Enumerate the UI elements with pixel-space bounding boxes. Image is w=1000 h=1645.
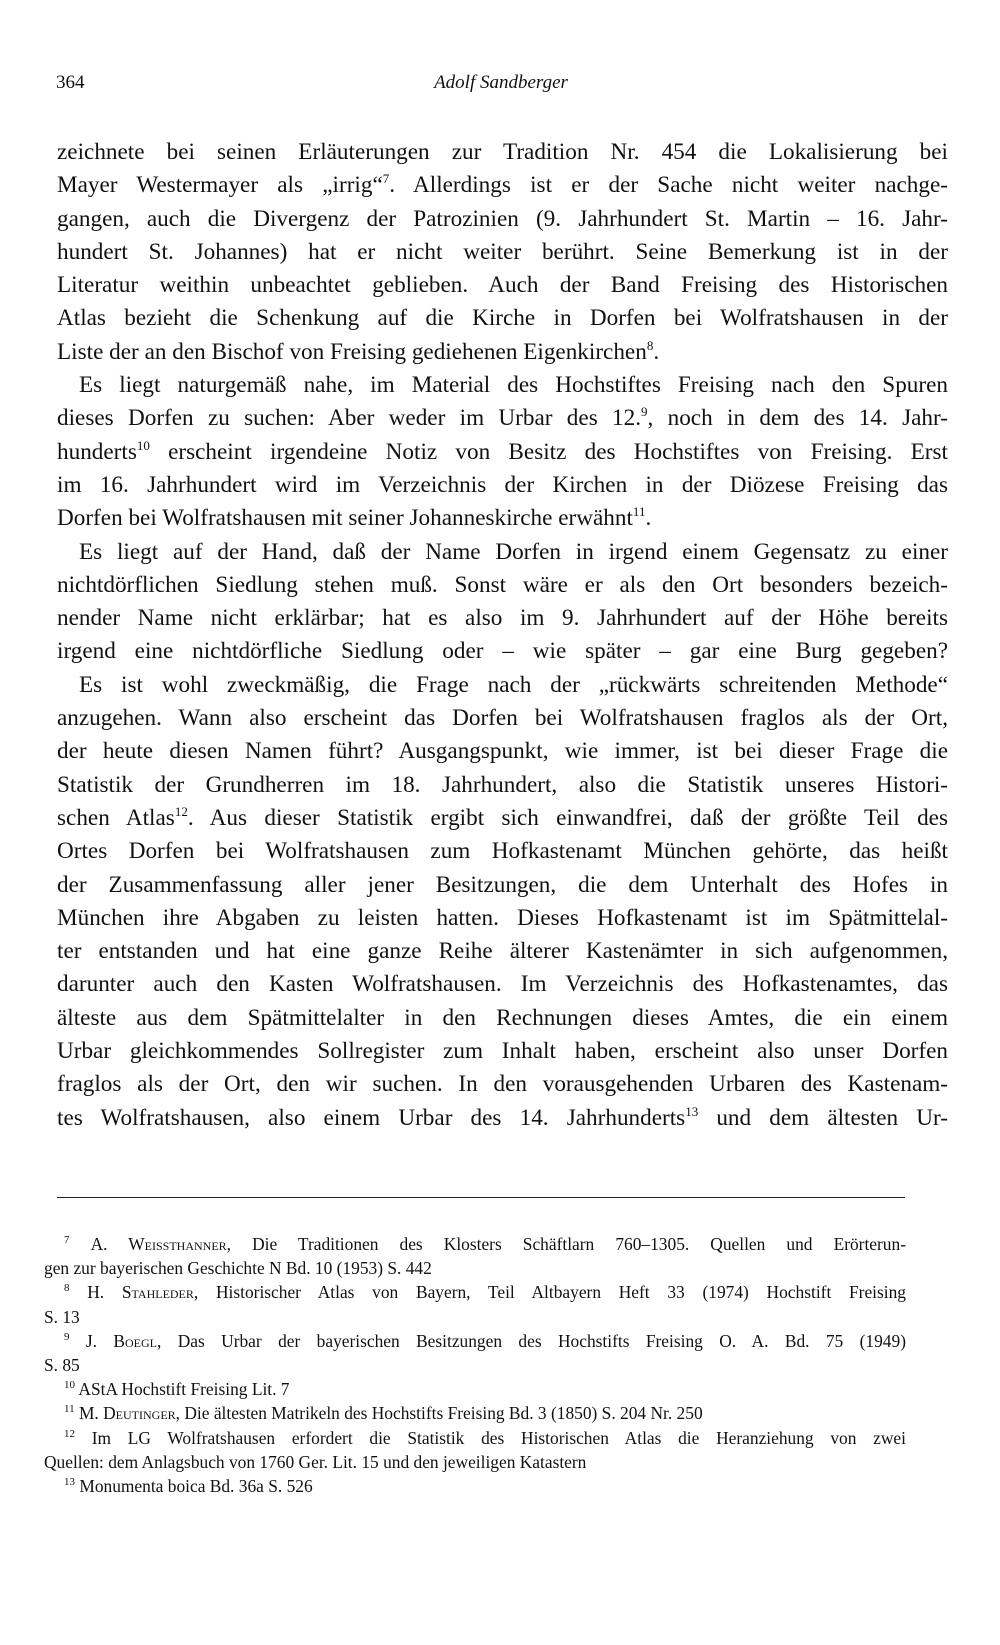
text-segment: Es ist wohl zweckmäßig, die Frage nach der „rückwärts schreitenden Methode“ (79, 671, 948, 698)
text-segment: Atlas bezieht die Schenkung auf die Kirche in Dorfen bei Wolfratshausen in der (57, 305, 948, 332)
text-line (57, 336, 948, 369)
text-line (57, 635, 948, 668)
text-segment: zeichnete bei seinen Erläuterungen zur Tradition Nr. 454 die Lokalisierung bei (57, 139, 948, 165)
footnote-line (44, 1329, 906, 1353)
text-line (57, 1102, 948, 1135)
text-line (57, 1068, 948, 1101)
text-segment: Mayer Westermayer als „irrig“ (57, 172, 383, 199)
text-segment: hunderts (57, 438, 137, 465)
text-line (57, 136, 948, 169)
text-line (57, 968, 948, 1001)
text-segment: . (653, 338, 660, 365)
footnote (44, 1474, 906, 1498)
footnote (44, 1401, 906, 1425)
text-line (57, 502, 948, 535)
footnote-text: S. 85 (44, 1354, 80, 1375)
text-line (57, 169, 948, 202)
text-line (57, 669, 948, 702)
text-segment: im 16. Jahrhundert wird im Verzeichnis der Kirchen in der Diözese Freising das (57, 471, 948, 498)
footnote (44, 1426, 906, 1474)
text-segment: Liste der an den Bischof von Freising gediehenen Eigenkirchen (57, 338, 647, 365)
text-segment: . (645, 505, 652, 532)
footnote-number: 12 (64, 1427, 75, 1440)
text-line (57, 369, 948, 402)
text-segment: älteste aus dem Spätmittelalter in den Rechnungen dieses Amtes, die ein einem (57, 1004, 948, 1031)
text-segment: tes Wolfratshausen, also einem Urbar des 14. Jahrhunderts (57, 1104, 686, 1131)
text-segment: . Allerdings ist er der Sache nicht weiter nachge- (389, 172, 949, 199)
text-segment: Es liegt naturgemäß nahe, im Material des Hochstiftes Freising nach den Spuren (79, 372, 948, 399)
text-segment: dieses Dorfen zu suchen: Aber weder im Urbar des 12. (57, 405, 642, 432)
footnote-line (44, 1256, 906, 1280)
text-segment: der heute diesen Namen führt? Ausgangspunkt, wie immer, ist bei dieser Frage die (57, 738, 948, 765)
text-segment: . Aus dieser Statistik ergibt sich einwandfrei, daß der größte Teil des (187, 804, 948, 831)
footnote-reference[interactable]: 12 (174, 803, 188, 819)
text-segment: erscheint irgendeine Notiz von Besitz des Hochstiftes von Freising. Erst (149, 438, 948, 465)
text-segment: Statistik der Grundherren im 18. Jahrhundert, also die Statistik unseres Histori- (57, 771, 948, 798)
text-segment: Urbar gleichkommendes Sollregister zum Inhalt haben, erscheint also unser Dorfen (57, 1038, 948, 1065)
text-segment: gangen, auch die Divergenz der Patrozinien (9. Jahrhundert St. Martin – 16. Jahr- (57, 205, 948, 232)
text-line (57, 869, 948, 902)
footnote-text: , Das Urbar der bayerischen Besitzungen des Hochstifts Freising O. A. Bd. 75 (1949) (156, 1330, 906, 1351)
footnote-text: gen zur bayerischen Geschichte N Bd. 10 (1953) S. 442 (44, 1258, 432, 1279)
text-line (57, 569, 948, 602)
text-line (57, 602, 948, 635)
footnote-line (44, 1232, 906, 1256)
footnote-line (44, 1353, 906, 1377)
footnote-number: 10 (64, 1379, 75, 1392)
text-line (57, 402, 948, 435)
footnote-text: S. 13 (44, 1306, 80, 1327)
text-segment: , noch in dem des 14. Jahr- (647, 405, 948, 432)
footnote-line (44, 1474, 906, 1498)
text-line (57, 902, 948, 935)
text-segment: Es liegt auf der Hand, daß der Name Dorfen in irgend einem Gegensatz zu einer (79, 538, 948, 565)
footnote-text: , Historischer Atlas von Bayern, Teil Altbayern Heft 33 (1974) Hochstift Freising (193, 1282, 906, 1303)
footnote-number: 13 (64, 1475, 75, 1488)
footnote-line (44, 1377, 906, 1401)
footnote-text: Quellen: dem Anlagsbuch von 1760 Ger. Lit. 15 und den jeweiligen Katastern (44, 1451, 587, 1472)
text-line (57, 1002, 948, 1035)
footnote-text: AStA Hochstift Freising Lit. 7 (78, 1379, 290, 1400)
footnote-reference[interactable]: 9 (641, 404, 648, 420)
footnote-text: Im LG Wolfratshausen erfordert die Statistik des Historischen Atlas die Heranziehung von zwei (91, 1427, 906, 1448)
footnote-author: H. Stahleder (87, 1282, 194, 1303)
text-segment: Ortes Dorfen bei Wolfratshausen zum Hofkastenamt München gehörte, das heißt (57, 838, 948, 865)
footnote-number: 8 (64, 1282, 70, 1295)
text-line (57, 302, 948, 335)
text-segment: fraglos als der Ort, den wir suchen. In den vorausgehenden Urbaren des Kastenam- (57, 1071, 948, 1098)
footnote-number: 7 (64, 1234, 70, 1246)
footnote (44, 1377, 906, 1401)
footnote-line (44, 1305, 906, 1329)
footnote-author: J. Boegl (85, 1330, 157, 1351)
footnote-text: , Die ältesten Matrikeln des Hochstifts Freising Bd. 3 (1850) S. 204 Nr. 250 (175, 1403, 703, 1424)
text-segment: Literatur weithin unbeachtet geblieben. Auch der Band Freising des Historischen (57, 272, 948, 299)
footnote-line (44, 1401, 906, 1425)
footnote-author: M. Deutinger (78, 1403, 176, 1424)
text-line (57, 269, 948, 302)
footnote (44, 1232, 906, 1280)
footnote-line (44, 1426, 906, 1450)
text-line (57, 769, 948, 802)
footnote-reference[interactable]: 7 (382, 171, 390, 187)
text-line (57, 536, 948, 569)
running-head: Adolf Sandberger (434, 72, 568, 93)
footnotes (44, 1232, 906, 1498)
text-line (57, 236, 948, 269)
footnote-reference[interactable]: 13 (685, 1103, 699, 1119)
text-line (57, 802, 948, 835)
text-line (57, 203, 948, 236)
text-segment: irgend eine nichtdörfliche Siedlung oder – wie später – gar eine Burg gegeben? (57, 638, 948, 665)
footnote-text: Monumenta boica Bd. 36a S. 526 (79, 1475, 313, 1496)
text-line (57, 935, 948, 968)
text-segment: nender Name nicht erklärbar; hat es also im 9. Jahrhundert auf der Höhe bereits (57, 605, 948, 632)
footnote (44, 1280, 906, 1328)
page-header (56, 72, 946, 104)
footnote-reference[interactable]: 10 (136, 437, 150, 453)
footnote-number: 9 (64, 1330, 70, 1343)
footnote-number: 11 (64, 1403, 75, 1416)
text-segment: Dorfen bei Wolfratshausen mit seiner Johanneskirche erwähnt (57, 505, 633, 532)
footnote (44, 1329, 906, 1377)
page-number: 364 (56, 72, 85, 93)
footnote-text: , Die Traditionen des Klosters Schäftlarn 760–1305. Quellen und Erörterun- (226, 1234, 906, 1254)
text-line (57, 835, 948, 868)
body-text (57, 136, 948, 1135)
text-line (57, 436, 948, 469)
footnote-reference[interactable]: 11 (632, 504, 646, 520)
footnote-separator-rule (57, 1197, 905, 1198)
text-segment: schen Atlas (57, 804, 175, 831)
text-segment: ter entstanden und hat eine ganze Reihe älterer Kastenämter in sich aufgenommen, (57, 938, 948, 965)
text-segment: München ihre Abgaben zu leisten hatten. Dieses Hofkastenamt ist im Spätmittelal- (57, 904, 948, 931)
text-line (57, 469, 948, 502)
footnote-line (44, 1450, 906, 1474)
text-segment: darunter auch den Kasten Wolfratshausen. Im Verzeichnis des Hofkastenamtes, das (57, 971, 948, 998)
footnote-reference[interactable]: 8 (646, 337, 654, 353)
text-line (57, 702, 948, 735)
text-line (57, 1035, 948, 1068)
text-segment: hundert St. Johannes) hat er nicht weiter berührt. Seine Bemerkung ist in der (57, 238, 948, 265)
text-segment: anzugehen. Wann also erscheint das Dorfen bei Wolfratshausen fraglos als der Ort, (57, 705, 948, 732)
text-segment: nichtdörflichen Siedlung stehen muß. Sonst wäre er als den Ort besonders bezeich- (57, 571, 948, 598)
footnote-author: A. Weissthanner (90, 1234, 227, 1254)
text-segment: der Zusammenfassung aller jener Besitzungen, die dem Unterhalt des Hofes in (57, 871, 948, 898)
text-line (57, 735, 948, 768)
text-segment: und dem ältesten Ur- (698, 1104, 948, 1131)
footnote-line (44, 1280, 906, 1304)
